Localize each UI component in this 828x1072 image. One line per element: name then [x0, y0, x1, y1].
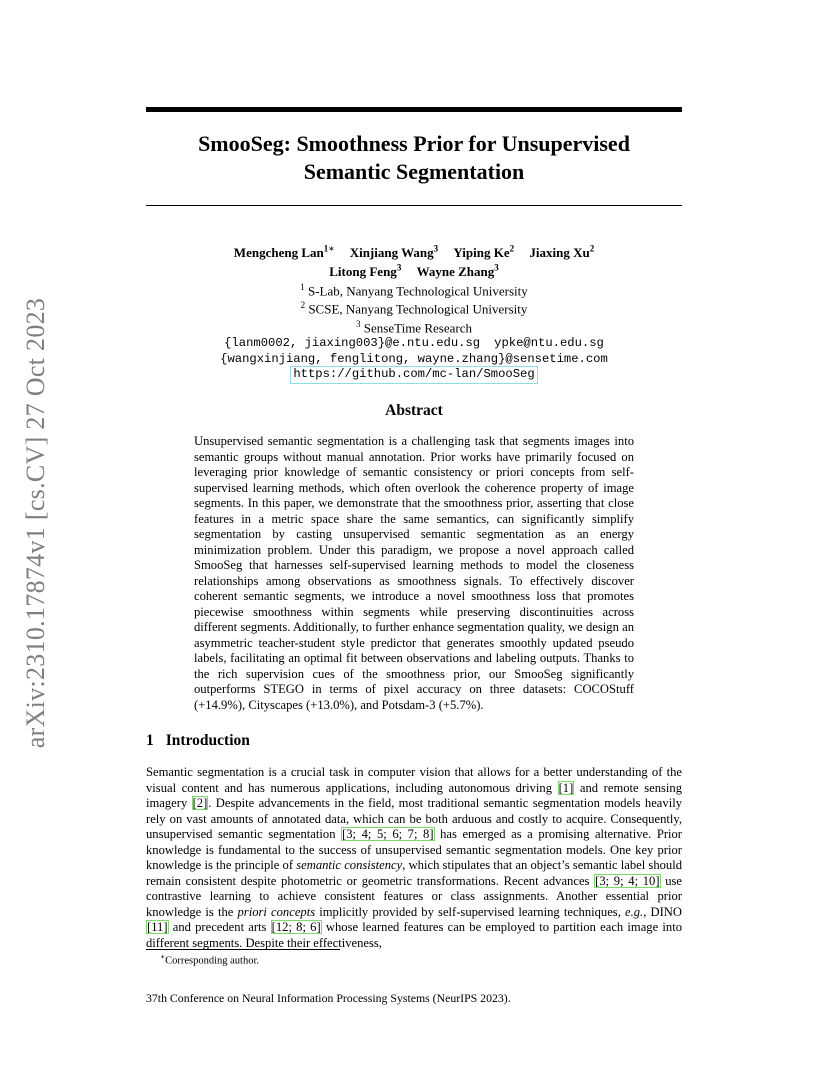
- email-address: ypke@ntu.edu.sg: [494, 336, 604, 351]
- emphasis: semantic consistency: [296, 858, 403, 872]
- emphasis: e.g.: [625, 904, 644, 919]
- conference-footer: 37th Conference on Neural Information Processing Systems (NeurIPS 2023).: [146, 991, 511, 1005]
- affiliation: $^3$ SenseTime Research: [356, 319, 472, 336]
- author-name: Litong Feng$^3$: [329, 262, 402, 280]
- author-row-2: [146, 261, 682, 280]
- section-title: Introduction: [165, 732, 250, 749]
- author-row-1: [146, 242, 682, 261]
- title-bottom-rule: [146, 205, 682, 206]
- citation-link[interactable]: [2]: [192, 796, 208, 810]
- author-block: [146, 242, 682, 383]
- author-name: Yiping Ke$^2$: [453, 244, 515, 261]
- email-address: {lanm0002, jiaxing003}@e.ntu.edu.sg: [224, 336, 481, 351]
- author-name: Jiaxing Xu$^2$: [529, 244, 595, 261]
- section-heading-introduction: [146, 732, 250, 750]
- citation-link[interactable]: [1]: [558, 780, 574, 795]
- abstract-text: Unsupervised semantic segmentation is a challenging task that segments images into semantic groups without manual annotation. Prior works have primarily focused on leveraging prior knowledge of semantic consistency or priori concepts from self-supervised learning methods, which often overlook the coherence property of image segments. In this paper, we demonstrate that the smoothness prior, asserting that close features in a metric space share the same semantics, can significantly simplify segmentation by casting unsupervised semantic segmentation as an energy minimization problem. Under this paradigm, we propose a novel approach called SmooSeg that harnesses self-supervised learning methods to model the closeness relationships among observations as smoothness signals. To effectively discover coherent semantic segments, we introduce a novel smoothness loss that promotes piecewise smoothness within segments while preserving discontinuities across different segments. Additionally, to further enhance segmentation quality, we design an asymmetric teacher-student style predictor that generates smoothly updated pseudo labels, facilitating an optimal fit between observations and labeling outputs. Thanks to the rich supervision cues of the smoothness prior, our SmooSeg significantly outperforms STEGO in terms of pixel accuracy on three datasets: COCOStuff (+14.9%), Cityscapes (+13.0%), and Potsdam-3 (+5.7%).: [194, 434, 634, 712]
- affiliation: $^2$ SCSE, Nanyang Technological University: [300, 300, 528, 317]
- footnote-rule: [146, 949, 340, 950]
- email-row-2: {wangxinjiang, fenglitong, wayne.zhang}@sensetime.com: [220, 351, 608, 366]
- author-name: Wayne Zhang$^3$: [416, 262, 499, 280]
- footnote: ∗Corresponding author.: [160, 952, 260, 967]
- abstract-heading: Abstract: [385, 402, 443, 419]
- emphasis: priori concepts: [237, 904, 316, 919]
- email-row-1: [146, 336, 682, 352]
- code-repository-link[interactable]: https://github.com/mc-lan/SmooSeg: [293, 367, 535, 382]
- citation-link[interactable]: [3; 9; 4; 10]: [595, 873, 660, 888]
- citation-link[interactable]: [12; 8; 6]: [271, 920, 321, 934]
- citation-link[interactable]: [11]: [147, 920, 168, 934]
- code-link-row: [146, 367, 682, 383]
- author-name: Xinjiang Wang$^3$: [349, 244, 439, 261]
- citation-link[interactable]: [3; 4; 5; 6; 7; 8]: [342, 827, 434, 841]
- author-name: Mengcheng Lan$^{1∗}$: [233, 244, 335, 261]
- arxiv-identifier: arXiv:2310.17874v1 [cs.CV] 27 Oct 2023: [21, 297, 50, 749]
- paper-title: [146, 130, 682, 186]
- introduction-paragraph: Semantic segmentation is a crucial task in computer vision that allows for a better understanding of the visual content and has numerous applications, including autonomous driving [1] and remote sensing imagery [2]. Despite advancements in the field, most traditional semantic segmentation models heavily rely on vast amounts of annotated data, which can be both arduous and costly to acquire. Consequently, unsupervised semantic segmentation [3; 4; 5; 6; 7; 8] has emerged as a promising alternative. Prior knowledge is fundamental to the success of unsupervised semantic segmentation models. One key prior knowledge is the principle of semantic consistency, which stipulates that an object’s semantic label should remain consistent despite photometric or geometric transformations. Recent advances [3; 9; 4; 10] use contrastive learning to achieve consistent features or class assignments. Another essential prior knowledge is the priori concepts implicitly provided by self-supervised learning techniques, e.g., DINO [11] and precedent arts [12; 8; 6] whose learned features can be employed to partition each image into different segments. Despite their effectiveness,: [146, 765, 683, 950]
- section-number: 1: [146, 732, 154, 749]
- footnote-mark: ∗: [160, 952, 166, 961]
- title-top-rule: [146, 107, 682, 112]
- title-line-2: Semantic Segmentation: [303, 159, 525, 184]
- title-line-1: SmooSeg: Smoothness Prior for Unsupervised: [198, 131, 630, 156]
- affiliation: $^1$ S-Lab, Nanyang Technological University: [300, 281, 528, 298]
